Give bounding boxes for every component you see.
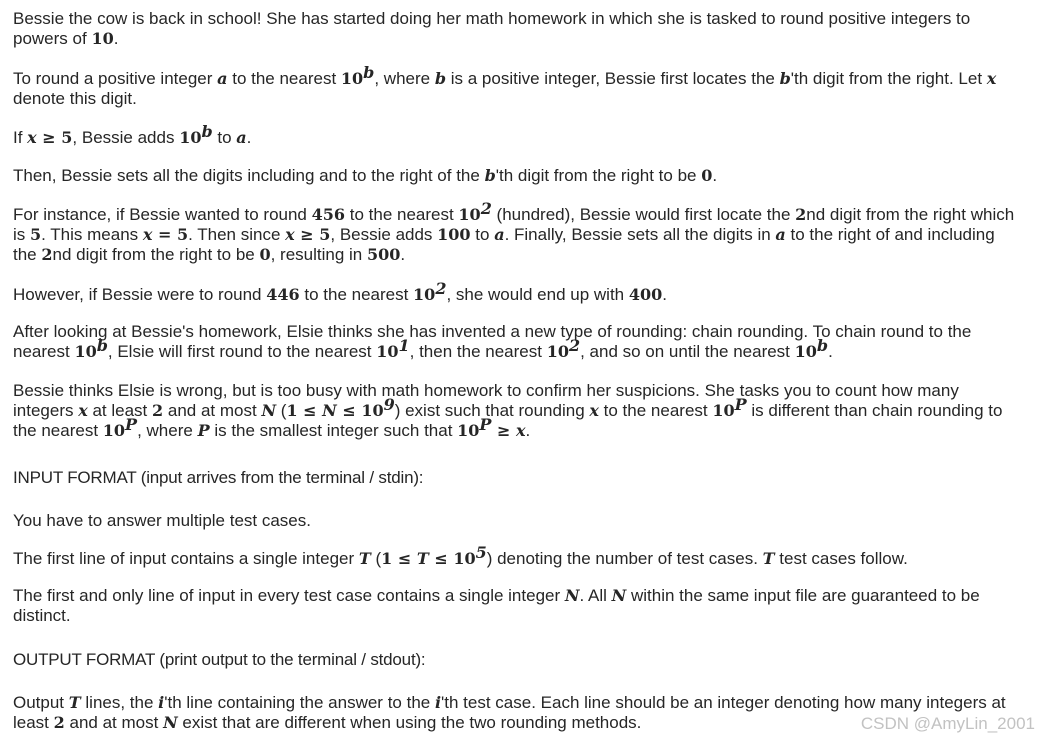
text-run: Output (13, 693, 69, 712)
section-heading (13, 650, 1018, 670)
math-text: N (322, 401, 337, 420)
text-run: . (113, 29, 119, 48)
math-text: 0 (701, 166, 713, 185)
text-run: To round a positive integer (13, 69, 218, 88)
text-run: . Finally, Bessie sets all the digits in (504, 225, 776, 244)
text-run: is different than chain rounding to the nearest (13, 401, 1003, 440)
math-text: 5 (30, 225, 42, 244)
math-text: ≥ 5 (36, 128, 73, 147)
math-expression (143, 225, 153, 244)
math-expression (367, 245, 400, 264)
math-text: 10 (413, 285, 436, 304)
math-expression (546, 336, 581, 361)
text-run: to the nearest (598, 401, 713, 420)
math-expression (152, 401, 163, 420)
math-text: 10 (102, 421, 126, 440)
math-expression (312, 205, 345, 224)
text-run: . Then since (188, 225, 286, 244)
text-run: is a positive integer, Bessie first locates the (446, 69, 780, 88)
math-expression (163, 713, 178, 732)
text-run: and at most (64, 713, 164, 732)
math-expression (30, 225, 41, 244)
text-run: . (662, 285, 667, 304)
math-expression (179, 122, 213, 147)
math-exponent: b (363, 63, 375, 82)
math-expression (217, 69, 227, 88)
math-text: N (564, 586, 580, 605)
text-run: ( (370, 549, 382, 568)
text-run: ( (276, 401, 287, 420)
math-exponent: P (125, 415, 138, 434)
math-expression (516, 421, 526, 440)
text-run: . All (579, 586, 612, 605)
text-run: 'th line containing the answer to the (164, 693, 435, 712)
math-expression (340, 63, 375, 88)
text-run: INPUT FORMAT (input arrives from the terminal / stdin): (13, 468, 424, 487)
math-expression (286, 401, 322, 420)
math-text: x (285, 225, 295, 244)
math-expression (775, 225, 785, 244)
text-run: at least (87, 401, 153, 420)
math-text: b (434, 69, 447, 88)
text-run: is the smallest integer such that (209, 421, 458, 440)
text-run: For instance, if Bessie wanted to round (13, 205, 312, 224)
math-expression (285, 225, 295, 244)
math-text: ≤ 10 (336, 401, 384, 420)
math-exponent: b (816, 336, 829, 355)
text-run: 'th test case. Each line should be an integer denoting how many integers at least (13, 693, 1006, 732)
math-text: 10 (794, 342, 817, 361)
math-text: i (434, 693, 442, 712)
math-text: 400 (628, 285, 663, 304)
paragraph (13, 511, 1018, 531)
paragraph (13, 586, 1018, 626)
math-text: x (516, 421, 526, 440)
math-expression (381, 549, 417, 568)
math-text: i (158, 693, 165, 712)
math-exponent: 2 (435, 279, 447, 298)
math-expression (428, 543, 487, 568)
math-expression (987, 69, 997, 88)
math-expression (417, 549, 429, 568)
math-exponent: 5 (475, 543, 487, 562)
text-run: to the nearest (345, 205, 459, 224)
math-text: = 5 (152, 225, 189, 244)
text-run: 'th digit from the right to be (495, 166, 702, 185)
paragraph (13, 543, 1018, 569)
text-run: to (212, 128, 237, 147)
math-expression (295, 225, 331, 244)
math-text: 10 (179, 128, 202, 147)
text-run: . (712, 166, 718, 185)
math-text: T (762, 549, 775, 568)
math-text: x (27, 128, 37, 147)
text-run: to the right of and including the (13, 225, 995, 264)
text-run: . (246, 128, 252, 147)
math-text: 1 ≤ (381, 549, 417, 568)
math-expression (102, 415, 138, 440)
math-text: 0 (259, 245, 271, 264)
math-text: b (484, 166, 496, 185)
math-expression (78, 401, 88, 420)
text-run: However, if Bessie were to round (13, 285, 267, 304)
paragraph (13, 279, 1018, 305)
math-text: 2 (41, 245, 53, 264)
math-text: 500 (366, 245, 401, 264)
math-exponent: 1 (398, 336, 410, 355)
math-text: 10 (340, 69, 364, 88)
math-text: 10 (712, 401, 735, 420)
text-run: OUTPUT FORMAT (print output to the terminal / stdout): (13, 650, 426, 669)
text-run: denote this digit. (13, 89, 137, 108)
math-text: b (779, 69, 791, 88)
text-run: to the nearest (299, 285, 414, 304)
text-run: 'th digit from the right. Let (790, 69, 987, 88)
math-text: x (589, 401, 599, 420)
math-text: 10 (74, 342, 97, 361)
math-expression (336, 395, 395, 420)
text-run: . (400, 245, 406, 264)
math-expression (37, 128, 73, 147)
math-text: ≥ (491, 421, 516, 440)
math-exponent: 2 (480, 199, 492, 218)
math-expression (322, 401, 337, 420)
math-text: ≥ 5 (294, 225, 331, 244)
text-run: . (525, 421, 531, 440)
math-expression (376, 336, 410, 361)
math-expression (763, 549, 775, 568)
text-run: , she would end up with (446, 285, 629, 304)
math-expression (413, 279, 447, 304)
math-exponent: b (96, 336, 108, 355)
math-text: 10 (546, 342, 569, 361)
text-run: nd digit from the right to be (52, 245, 260, 264)
math-text: a (775, 225, 786, 244)
math-text: 100 (437, 225, 471, 244)
math-text: ≤ 10 (428, 549, 476, 568)
math-text: T (358, 549, 371, 568)
math-expression (712, 395, 747, 420)
math-exponent: 9 (383, 395, 395, 414)
text-run: , Bessie adds (330, 225, 438, 244)
text-run: . This means (41, 225, 143, 244)
paragraph (13, 322, 1018, 362)
math-text: 456 (311, 205, 346, 224)
text-run: . (828, 342, 833, 361)
text-run: test cases follow. (774, 549, 908, 568)
math-expression (795, 205, 806, 224)
math-text: 2 (53, 713, 65, 732)
paragraph (13, 381, 1018, 441)
math-expression (41, 245, 52, 264)
math-expression (91, 29, 113, 48)
text-run: Bessie the cow is back in school! She has started doing her math homework in which she is tasked to round positive integers to powers of (13, 9, 971, 48)
math-exponent: P (734, 395, 747, 414)
math-expression (494, 225, 504, 244)
text-run: , Bessie adds (72, 128, 180, 147)
math-text: 10 (457, 421, 480, 440)
math-expression (152, 225, 188, 244)
math-expression (491, 421, 516, 440)
math-text: x (78, 401, 88, 420)
text-run: and at most (163, 401, 262, 420)
math-expression (69, 693, 81, 712)
math-text: N (163, 713, 178, 732)
math-expression (198, 421, 210, 440)
text-run: nd digit from the right which is (13, 205, 1015, 244)
text-run: within the same input file are guaranteed to be distinct. (13, 586, 980, 625)
math-text: 10 (91, 29, 114, 48)
text-run: You have to answer multiple test cases. (13, 511, 311, 530)
math-expression (266, 285, 299, 304)
math-text: 10 (458, 205, 481, 224)
math-text: a (236, 128, 247, 147)
math-text: 1 ≤ (286, 401, 323, 420)
math-exponent: b (201, 122, 213, 141)
math-text: T (68, 693, 81, 712)
paragraph (13, 199, 1018, 265)
math-exponent: P (479, 415, 492, 434)
paragraph (13, 63, 1018, 109)
math-expression (261, 401, 276, 420)
math-expression (701, 166, 712, 185)
text-run: After looking at Bessie's homework, Elsie thinks she has invented a new type of rounding: chain rounding. To chain round to the nearest (13, 322, 972, 361)
text-run: , resulting in (270, 245, 367, 264)
math-text: a (217, 69, 228, 88)
csdn-watermark: CSDN @AmyLin_2001 (860, 714, 1035, 733)
text-run: , where (137, 421, 198, 440)
math-expression (435, 69, 446, 88)
text-run: If (13, 128, 28, 147)
text-run: The first line of input contains a single integer (13, 549, 359, 568)
math-expression (437, 225, 470, 244)
math-expression (359, 549, 371, 568)
text-run: ) exist such that rounding (394, 401, 590, 420)
math-text: 2 (152, 401, 164, 420)
math-expression (54, 713, 65, 732)
text-run: , and so on until the nearest (580, 342, 795, 361)
section-heading (13, 468, 1018, 488)
math-expression (74, 336, 108, 361)
math-text: 2 (795, 205, 807, 224)
text-run: , where (374, 69, 435, 88)
math-expression (458, 199, 492, 224)
math-exponent: 2 (568, 336, 581, 355)
text-run: ) denoting the number of test cases. (486, 549, 763, 568)
text-run: exist that are different when using the two rounding methods. (177, 713, 642, 732)
math-text: 446 (266, 285, 300, 304)
math-expression (565, 586, 580, 605)
text-run: lines, the (80, 693, 159, 712)
math-expression (794, 336, 829, 361)
paragraph (13, 9, 1018, 49)
math-text: 10 (376, 342, 399, 361)
text-run: to the nearest (227, 69, 341, 88)
math-text: a (494, 225, 505, 244)
paragraph (13, 166, 1018, 186)
math-expression (589, 401, 599, 420)
math-expression (485, 166, 496, 185)
text-run: Bessie thinks Elsie is wrong, but is too busy with math homework to confirm her suspicions. She tasks you to count how many integers (13, 381, 959, 420)
text-run: The first and only line of input in every test case contains a single integer (13, 586, 565, 605)
paragraph (13, 122, 1018, 148)
math-text: x (142, 225, 153, 244)
math-text: N (611, 586, 627, 605)
text-run: Then, Bessie sets all the digits including and to the right of the (13, 166, 485, 185)
math-expression (612, 586, 627, 605)
text-run: , then the nearest (409, 342, 547, 361)
math-expression (629, 285, 662, 304)
math-expression (27, 128, 37, 147)
math-text: P (197, 421, 210, 440)
math-expression (259, 245, 270, 264)
math-text: T (416, 549, 429, 568)
math-text: N (261, 401, 277, 420)
text-run: to (470, 225, 495, 244)
text-run: , Elsie will first round to the nearest (107, 342, 377, 361)
math-expression (780, 69, 791, 88)
text-run: (hundred), Bessie would first locate the (491, 205, 796, 224)
math-text: x (986, 69, 997, 88)
math-expression (457, 415, 492, 440)
math-expression (236, 128, 246, 147)
